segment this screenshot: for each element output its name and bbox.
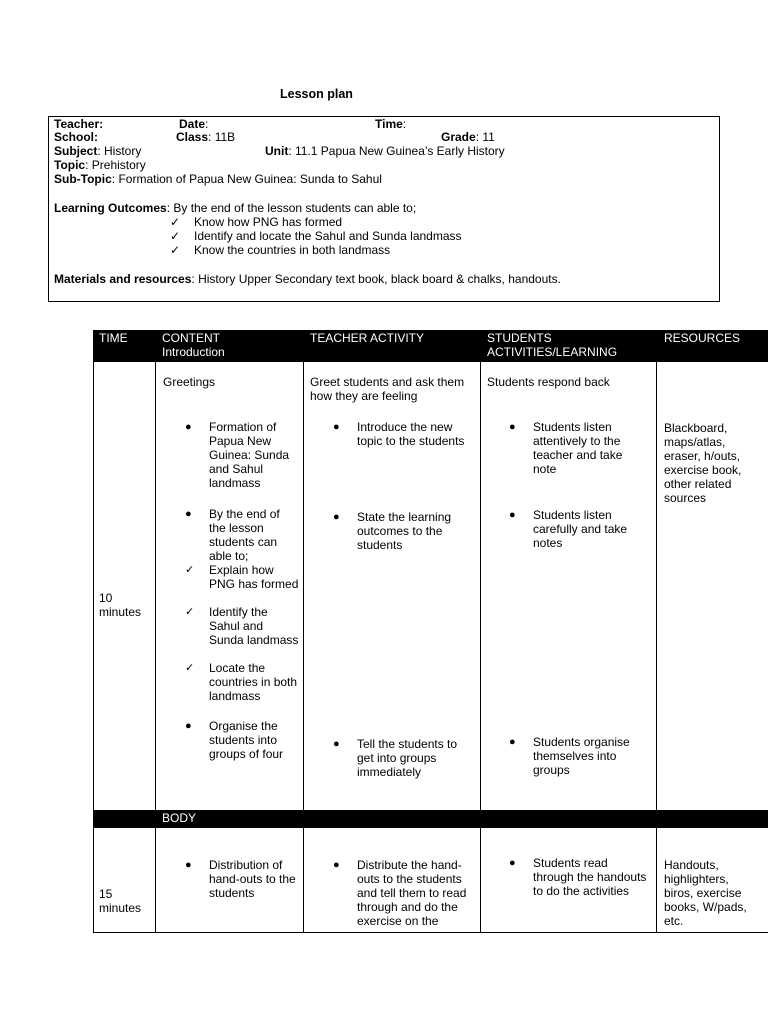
date-field: Date: (179, 117, 209, 131)
list-item: ✓ Locate the countries in both landmass (185, 661, 298, 703)
list-item: ● Distribute the hand-outs to the students and tell them to read through and do the exercise on the (333, 858, 467, 928)
body-section-label: BODY (162, 811, 197, 825)
column-divider (480, 330, 481, 933)
list-item: ● Students read through the handouts to do the activities (509, 856, 647, 898)
bullet-icon: ● (185, 720, 192, 732)
bullet-icon: ● (333, 511, 340, 523)
row-divider (93, 361, 768, 362)
column-divider (155, 330, 156, 933)
outcome-item: ✓ Know the countries in both landmass (170, 243, 391, 257)
checkmark-icon: ✓ (185, 564, 195, 576)
learning-outcomes: Learning Outcomes: By the end of the lesson students can able to; (54, 201, 417, 215)
checkmark-icon: ✓ (170, 215, 181, 229)
students-greet-text: Students respond back (487, 375, 610, 389)
list-item: ● By the end of the lesson students can able to; (185, 507, 280, 563)
time-field: Time: (375, 117, 407, 131)
table-border-left (93, 330, 94, 933)
lesson-table (93, 330, 768, 933)
bullet-icon: ● (509, 736, 516, 748)
column-header-resources: RESOURCES (664, 331, 741, 345)
list-item: ● Organise the students into groups of four (185, 719, 284, 761)
column-header-teacher-activity: TEACHER ACTIVITY (310, 331, 425, 345)
list-item: ● Introduce the new topic to the students (333, 420, 465, 448)
bullet-icon: ● (185, 508, 192, 520)
introduction-label: Introduction (162, 345, 225, 359)
list-item: ● Students listen carefully and take notes (509, 508, 628, 550)
topic-field: Topic: Prehistory (54, 158, 146, 172)
list-item: ● Students listen attentively to the teacher and take note (509, 420, 623, 476)
list-item: ● State the learning outcomes to the students (333, 510, 452, 552)
bullet-icon: ● (333, 421, 340, 433)
bullet-icon: ● (333, 738, 340, 750)
teacher-greet-text: Greet students and ask them how they are feeling (310, 375, 465, 403)
table-border-bottom (93, 932, 768, 933)
subject-field: Subject: History (54, 144, 142, 158)
row-divider (93, 827, 768, 828)
document-title: Lesson plan (280, 87, 353, 101)
teacher-label: Teacher: (54, 117, 104, 131)
greetings-text: Greetings (163, 375, 216, 389)
class-field: Class: 11B (176, 130, 236, 144)
bullet-icon: ● (509, 857, 516, 869)
time-cell: 15 minutes (99, 887, 142, 915)
bullet-icon: ● (185, 421, 192, 433)
outcome-item: ✓ Know how PNG has formed (170, 215, 343, 229)
lesson-info-box (48, 116, 720, 302)
subtopic-field: Sub-Topic: Formation of Papua New Guinea: Sunda to Sahul (54, 172, 382, 186)
time-cell: 10 minutes (99, 591, 142, 619)
list-item: ● Distribution of hand-outs to the students (185, 858, 296, 900)
resources-cell: Handouts, highlighters, biros, exercise books, W/pads, etc. (664, 858, 747, 928)
checkmark-icon: ✓ (185, 662, 195, 674)
grade-field: Grade: 11 (441, 130, 495, 144)
list-item: ✓ Explain how PNG has formed (185, 563, 299, 591)
list-item: ● Tell the students to get into groups immediately (333, 737, 458, 779)
list-item: ✓ Identify the Sahul and Sunda landmass (185, 605, 299, 647)
school-label: School: (54, 130, 98, 144)
list-item: ● Formation of Papua New Guinea: Sunda and Sahul landmass (185, 420, 290, 490)
column-divider (656, 330, 657, 933)
bullet-icon: ● (333, 859, 340, 871)
outcome-item: ✓ Identify and locate the Sahul and Sunda landmass (170, 229, 462, 243)
unit-field: Unit: 11.1 Papua New Guinea’s Early History (265, 144, 505, 158)
bullet-icon: ● (509, 509, 516, 521)
resources-cell: Blackboard, maps/atlas, eraser, h/outs, exercise book, other related sources (664, 421, 742, 505)
checkmark-icon: ✓ (170, 229, 181, 243)
column-header-content: CONTENT (162, 331, 220, 345)
column-divider (303, 330, 304, 933)
materials-field: Materials and resources: History Upper Secondary text book, black board & chalks, handouts. (54, 272, 561, 286)
checkmark-icon: ✓ (170, 243, 181, 257)
column-header-students-activities: STUDENTS ACTIVITIES/LEARNING (487, 331, 618, 359)
column-header-time: TIME (99, 331, 128, 345)
list-item: ● Students organise themselves into groups (509, 735, 630, 777)
bullet-icon: ● (509, 421, 516, 433)
checkmark-icon: ✓ (185, 606, 195, 618)
bullet-icon: ● (185, 859, 192, 871)
